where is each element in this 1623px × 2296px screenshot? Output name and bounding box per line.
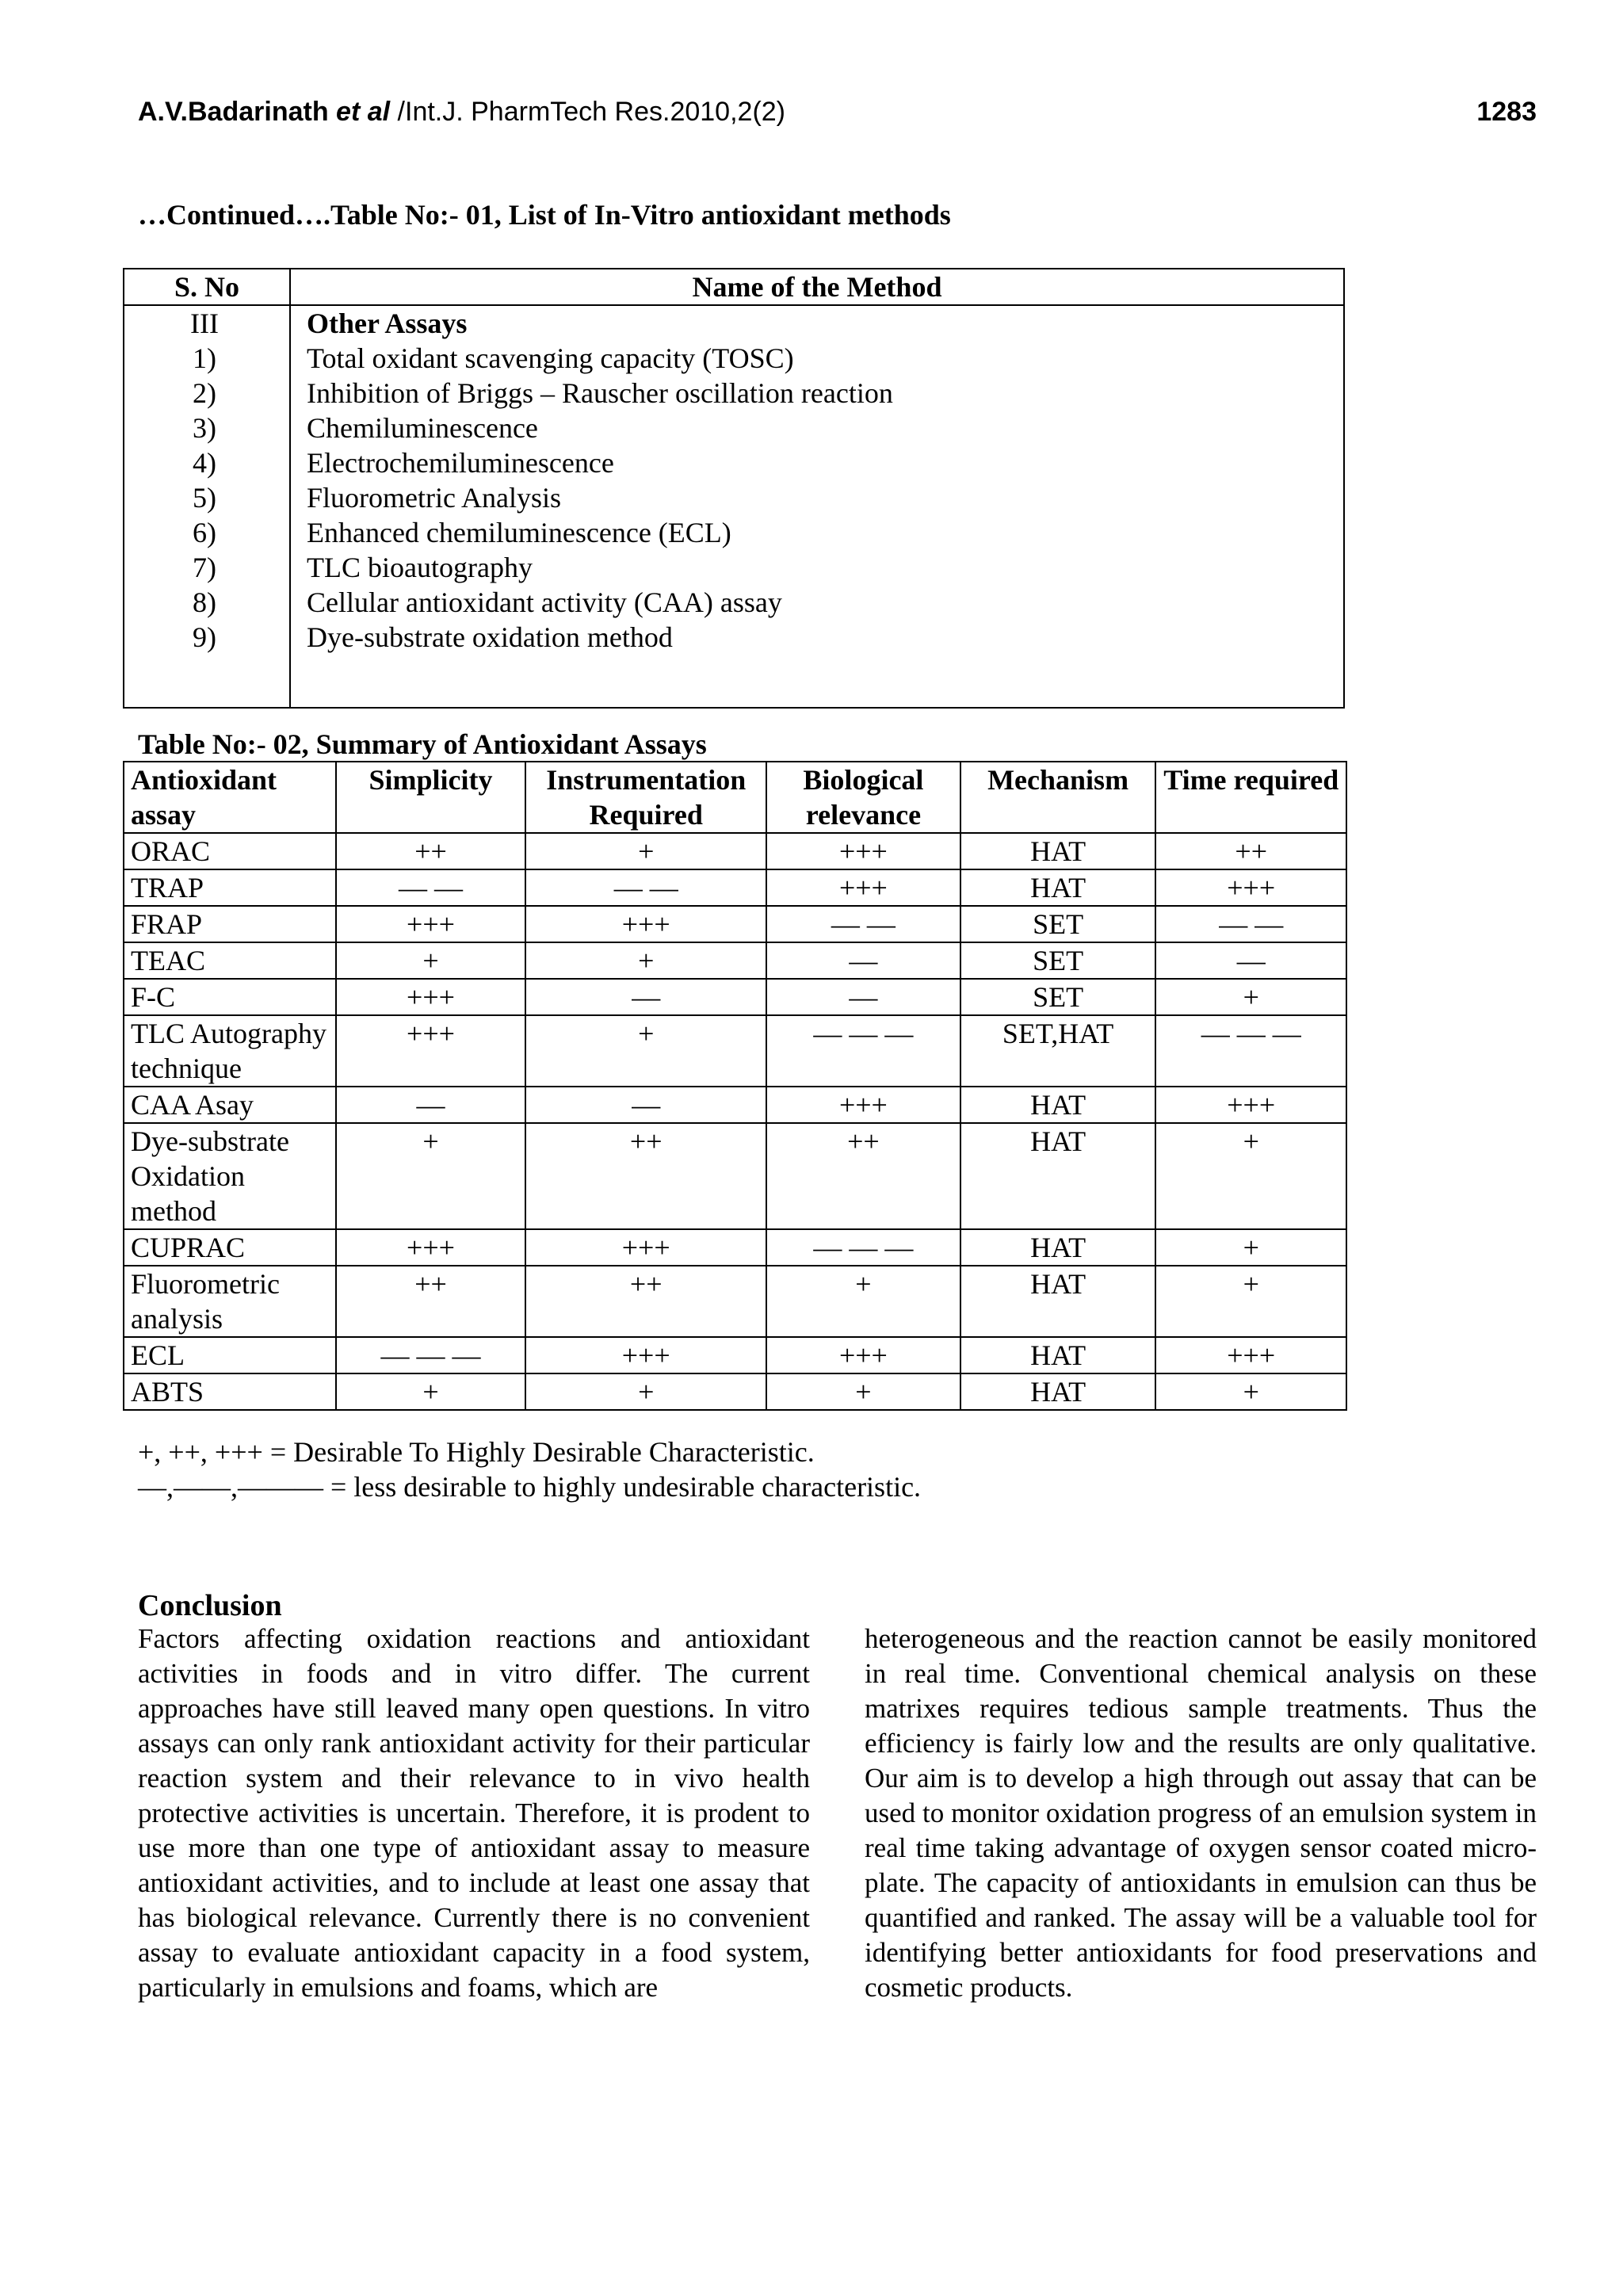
table2-row [124,942,1346,979]
table1-cell-sno: 2) [124,376,290,411]
legend-undesirable: —,——,——— = less desirable to highly undesirable characteristic. [138,1471,922,1503]
table2-cell-assay: TRAP [124,869,336,906]
table1-row [124,341,1344,376]
table1-cell-sno: III [124,305,290,341]
table2-cell-biological: + [766,1266,960,1337]
table2-cell-assay: F-C [124,979,336,1015]
header-author: A.V.Badarinath [138,97,329,127]
table2-cell-instrumentation: — [525,1087,766,1123]
table1-header-sno: S. No [124,269,290,305]
table2-cell-assay: FRAP [124,906,336,942]
table2-row [124,906,1346,942]
table1-cell-sno: 5) [124,480,290,515]
table1-row [124,411,1344,445]
table2-header-assay: Antioxidant assay [124,762,336,833]
table2-cell-mechanism: SET,HAT [960,1015,1156,1087]
table1-row [124,445,1344,480]
table2-cell-instrumentation: + [525,833,766,869]
table2-cell-biological: +++ [766,1337,960,1373]
table2-body [124,833,1346,1410]
table1-row [124,376,1344,411]
table2-cell-biological: +++ [766,869,960,906]
table1-body [124,305,1344,708]
table2-row [124,1373,1346,1410]
conclusion-paragraph-right: heterogeneous and the reaction cannot be easily monitored in real time. Conventional chemical analysis on these matrixes requires tedious sample treatments. Thus the efficiency is fairly low and the results are only qualitative. Our aim is to develop a high through out assay that can be used to monitor oxidation progress of an emulsion system in real time taking advantage of oxygen sensor coated micro-plate. The capacity of antioxidants in emulsion can thus be quantified and ranked. The assay will be a valuable tool for identifying better antioxidants for food preservations and cosmetic products. [865,1623,1537,2003]
table1-cell-name: Total oxidant scavenging capacity (TOSC) [290,341,1344,376]
table2-cell-time: ++ [1155,833,1346,869]
table1-header-name: Name of the Method [290,269,1344,305]
table2-cell-mechanism: SET [960,942,1156,979]
table1-cell-sno: 9) [124,620,290,655]
table1-caption: …Continued….Table No:- 01, List of In-Vitro antioxidant methods [138,199,951,231]
table2-cell-simplicity: + [336,942,526,979]
table2-cell-mechanism: HAT [960,1123,1156,1229]
table2 [123,761,1347,1411]
table2-cell-instrumentation: ++ [525,1123,766,1229]
table2-cell-assay: ORAC [124,833,336,869]
table1-cell-name: Cellular antioxidant activity (CAA) assay [290,585,1344,620]
table2-cell-time: + [1155,1229,1346,1266]
table2-cell-mechanism: HAT [960,869,1156,906]
table1-spacer-cell [290,655,1344,708]
table2-caption: Table No:- 02, Summary of Antioxidant Assays [138,728,707,760]
table2-cell-time: +++ [1155,1087,1346,1123]
table2-row [124,869,1346,906]
header-journal: /Int.J. PharmTech Res.2010,2(2) [397,97,785,127]
table2-row [124,1087,1346,1123]
table1-row [124,515,1344,550]
table2-cell-mechanism: SET [960,979,1156,1015]
table1-cell-sno: 3) [124,411,290,445]
table1-cell-sno: 1) [124,341,290,376]
table2-cell-assay: TEAC [124,942,336,979]
table2-cell-mechanism: HAT [960,1229,1156,1266]
table2-cell-simplicity: — — [336,869,526,906]
table1-cell-name: Other Assays [290,305,1344,341]
table2-cell-simplicity: + [336,1373,526,1410]
table2-cell-simplicity: ++ [336,1266,526,1337]
table2-cell-assay: Dye-substrate Oxidation method [124,1123,336,1229]
table1-row [124,550,1344,585]
table2-cell-mechanism: HAT [960,833,1156,869]
table2-cell-time: + [1155,979,1346,1015]
conclusion-column-left [138,1622,810,2005]
header-etal: et al [336,97,391,127]
table2-header-time: Time required [1155,762,1346,833]
table2-cell-time: — — — [1155,1015,1346,1087]
table2-cell-time: +++ [1155,869,1346,906]
table1-cell-sno: 7) [124,550,290,585]
table2-cell-instrumentation: — — [525,869,766,906]
header-citation [138,97,785,128]
table2-cell-biological: +++ [766,833,960,869]
table2-cell-instrumentation: ++ [525,1266,766,1337]
table2-row [124,979,1346,1015]
table2-cell-biological: — — [766,906,960,942]
table2-cell-instrumentation: + [525,1373,766,1410]
table2-cell-instrumentation: +++ [525,906,766,942]
table2-cell-assay: TLC Autography technique [124,1015,336,1087]
table2-cell-mechanism: SET [960,906,1156,942]
table2-cell-instrumentation: + [525,942,766,979]
table1 [123,268,1345,709]
table2-cell-mechanism: HAT [960,1266,1156,1337]
table2-cell-mechanism: HAT [960,1337,1156,1373]
table2-cell-simplicity: +++ [336,979,526,1015]
table1-cell-name: TLC bioautography [290,550,1344,585]
table2-cell-biological: — — — [766,1015,960,1087]
table1-cell-sno: 6) [124,515,290,550]
table2-row [124,1229,1346,1266]
table1-cell-sno: 4) [124,445,290,480]
table2-cell-time: — [1155,942,1346,979]
conclusion-column-right [865,1622,1537,2005]
table2-cell-time: + [1155,1266,1346,1337]
table2-cell-instrumentation: +++ [525,1337,766,1373]
table2-header-simplicity: Simplicity [336,762,526,833]
table2-header-row [124,762,1346,833]
table2-cell-time: + [1155,1373,1346,1410]
table2-cell-time: + [1155,1123,1346,1229]
table1-row [124,620,1344,655]
table2-cell-biological: ++ [766,1123,960,1229]
table2-cell-simplicity: +++ [336,1015,526,1087]
table2-cell-biological: — — — [766,1229,960,1266]
table2-header-instrumentation: Instrumentation Required [525,762,766,833]
table1-row [124,585,1344,620]
table2-cell-biological: — [766,942,960,979]
table2-row [124,1015,1346,1087]
table2-cell-time: +++ [1155,1337,1346,1373]
table1-cell-name: Fluorometric Analysis [290,480,1344,515]
table1-row [124,480,1344,515]
table2-cell-biological: +++ [766,1087,960,1123]
table2-cell-simplicity: ++ [336,833,526,869]
table2-row [124,1337,1346,1373]
table2-row [124,1123,1346,1229]
table1-row [124,305,1344,341]
table2-cell-time: — — [1155,906,1346,942]
table2-cell-assay: CUPRAC [124,1229,336,1266]
table2-cell-simplicity: — [336,1087,526,1123]
table2-cell-instrumentation: — [525,979,766,1015]
table2-cell-simplicity: + [336,1123,526,1229]
table2-cell-assay: ABTS [124,1373,336,1410]
table2-cell-instrumentation: + [525,1015,766,1087]
table1-cell-name: Inhibition of Briggs – Rauscher oscillation reaction [290,376,1344,411]
table1-spacer-row [124,655,1344,708]
table2-row [124,833,1346,869]
table1-cell-sno: 8) [124,585,290,620]
table2-cell-simplicity: +++ [336,1229,526,1266]
table1-cell-name: Electrochemiluminescence [290,445,1344,480]
legend-desirable: +, ++, +++ = Desirable To Highly Desirable Characteristic. [138,1436,815,1468]
table2-cell-simplicity: +++ [336,906,526,942]
table2-cell-instrumentation: +++ [525,1229,766,1266]
table1-cell-name: Enhanced chemiluminescence (ECL) [290,515,1344,550]
conclusion-paragraph-left: Factors affecting oxidation reactions and antioxidant activities in foods and in vitro differ. The current approaches have still leaved many open questions. In vitro assays can only rank antioxidant activity for their particular reaction system and their relevance to in vivo health protective activities is uncertain. Therefore, it is prodent to use more than one type of antioxidant assay to measure antioxidant activities, and to include at least one assay that has biological relevance. Currently there is no convenient assay to evaluate antioxidant capacity in a food system, particularly in emulsions and foams, which are [138,1623,810,2003]
page-number: 1283 [1476,97,1537,127]
table2-cell-assay: CAA Asay [124,1087,336,1123]
table2-cell-simplicity: — — — [336,1337,526,1373]
table2-cell-biological: — [766,979,960,1015]
table2-row [124,1266,1346,1337]
table2-cell-assay: Fluorometric analysis [124,1266,336,1337]
table1-cell-name: Chemiluminescence [290,411,1344,445]
conclusion-heading: Conclusion [138,1589,282,1622]
table2-cell-biological: + [766,1373,960,1410]
table1-cell-name: Dye-substrate oxidation method [290,620,1344,655]
table2-cell-assay: ECL [124,1337,336,1373]
table2-cell-mechanism: HAT [960,1373,1156,1410]
table2-cell-mechanism: HAT [960,1087,1156,1123]
table2-header-biological: Biological relevance [766,762,960,833]
table1-spacer-cell [124,655,290,708]
table2-header-mechanism: Mechanism [960,762,1156,833]
